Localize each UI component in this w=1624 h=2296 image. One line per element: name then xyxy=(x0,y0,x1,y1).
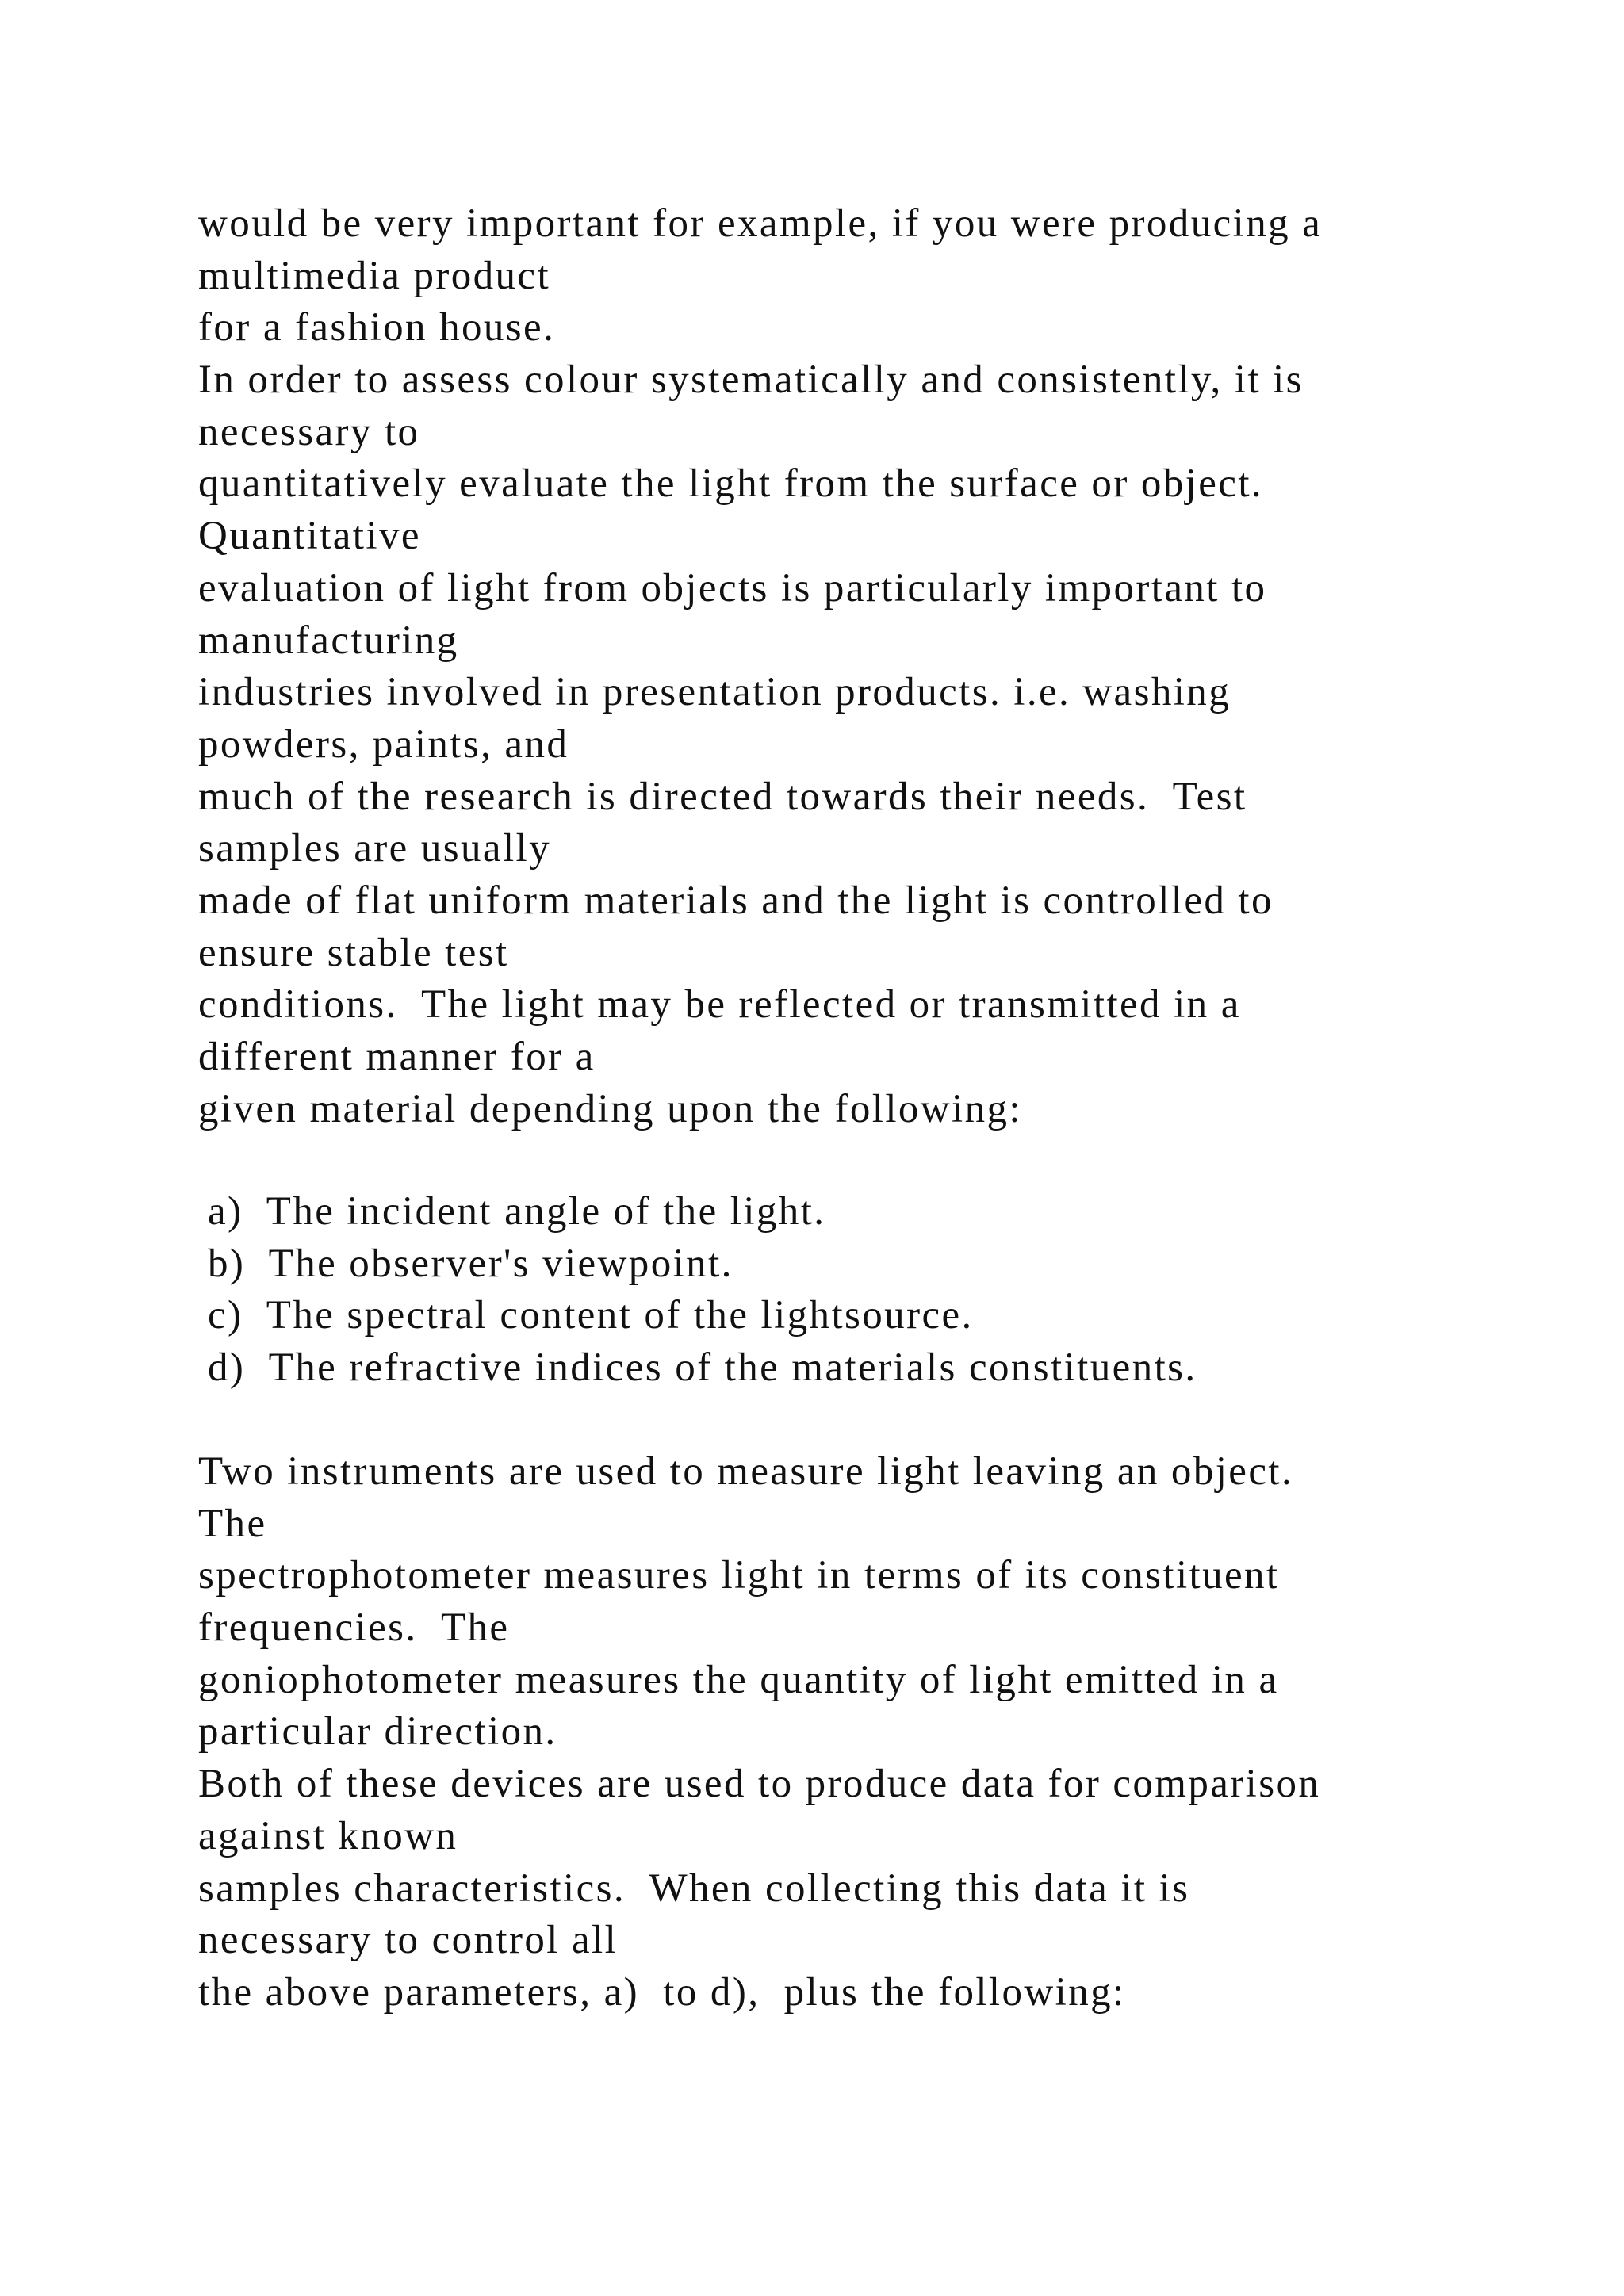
text-line: ensure stable test xyxy=(198,930,509,975)
text-line: different manner for a xyxy=(198,1035,596,1079)
text-line: samples characteristics. When collecting this data it is xyxy=(198,1866,1190,1911)
text-line: necessary to xyxy=(198,409,420,454)
text-line: manufacturing xyxy=(198,618,459,663)
list-item: c) The spectral content of the lightsource. xyxy=(208,1293,974,1338)
text-line: The xyxy=(198,1501,267,1546)
text-line: much of the research is directed towards their needs. Test xyxy=(198,774,1247,819)
text-line: powders, paints, and xyxy=(198,721,569,767)
text-line: necessary to control all xyxy=(198,1918,619,1963)
text-line: for a fashion house. xyxy=(198,305,556,350)
text-line: the above parameters, a) to d), plus the following: xyxy=(198,1969,1126,2015)
text-line: frequencies. The xyxy=(198,1605,510,1651)
text-line: particular direction. xyxy=(198,1709,557,1755)
text-line: would be very important for example, if you were producing a xyxy=(198,201,1323,246)
text-line: quantitatively evaluate the light from the surface or object. xyxy=(198,461,1264,507)
paragraph-1 xyxy=(198,198,1435,1135)
text-line: goniophotometer measures the quantity of light emitted in a xyxy=(198,1657,1279,1702)
text-line: Both of these devices are used to produce data for comparison xyxy=(198,1762,1321,1807)
list-item: a) The incident angle of the light. xyxy=(208,1189,826,1234)
text-line: multimedia product xyxy=(198,253,551,298)
list-item: d) The refractive indices of the materials constituents. xyxy=(208,1345,1197,1391)
text-line: against known xyxy=(198,1813,458,1858)
parameter-list xyxy=(208,1186,1445,1395)
text-line: given material depending upon the following: xyxy=(198,1086,1022,1131)
text-line: evaluation of light from objects is particularly important to xyxy=(198,565,1267,610)
text-line: In order to assess colour systematically and consistently, it is xyxy=(198,358,1304,403)
text-line: spectrophotometer measures light in terms of its constituent xyxy=(198,1553,1280,1598)
text-line: Two instruments are used to measure light leaving an object. xyxy=(198,1449,1294,1494)
text-line: Quantitative xyxy=(198,514,421,559)
list-item: b) The observer's viewpoint. xyxy=(208,1241,733,1286)
text-line: made of flat uniform materials and the light is controlled to xyxy=(198,878,1274,923)
text-line: samples are usually xyxy=(198,826,551,871)
paragraph-2 xyxy=(198,1446,1435,2019)
text-line: conditions. The light may be reflected or transmitted in a xyxy=(198,982,1241,1027)
text-line: industries involved in presentation products. i.e. washing xyxy=(198,670,1231,715)
